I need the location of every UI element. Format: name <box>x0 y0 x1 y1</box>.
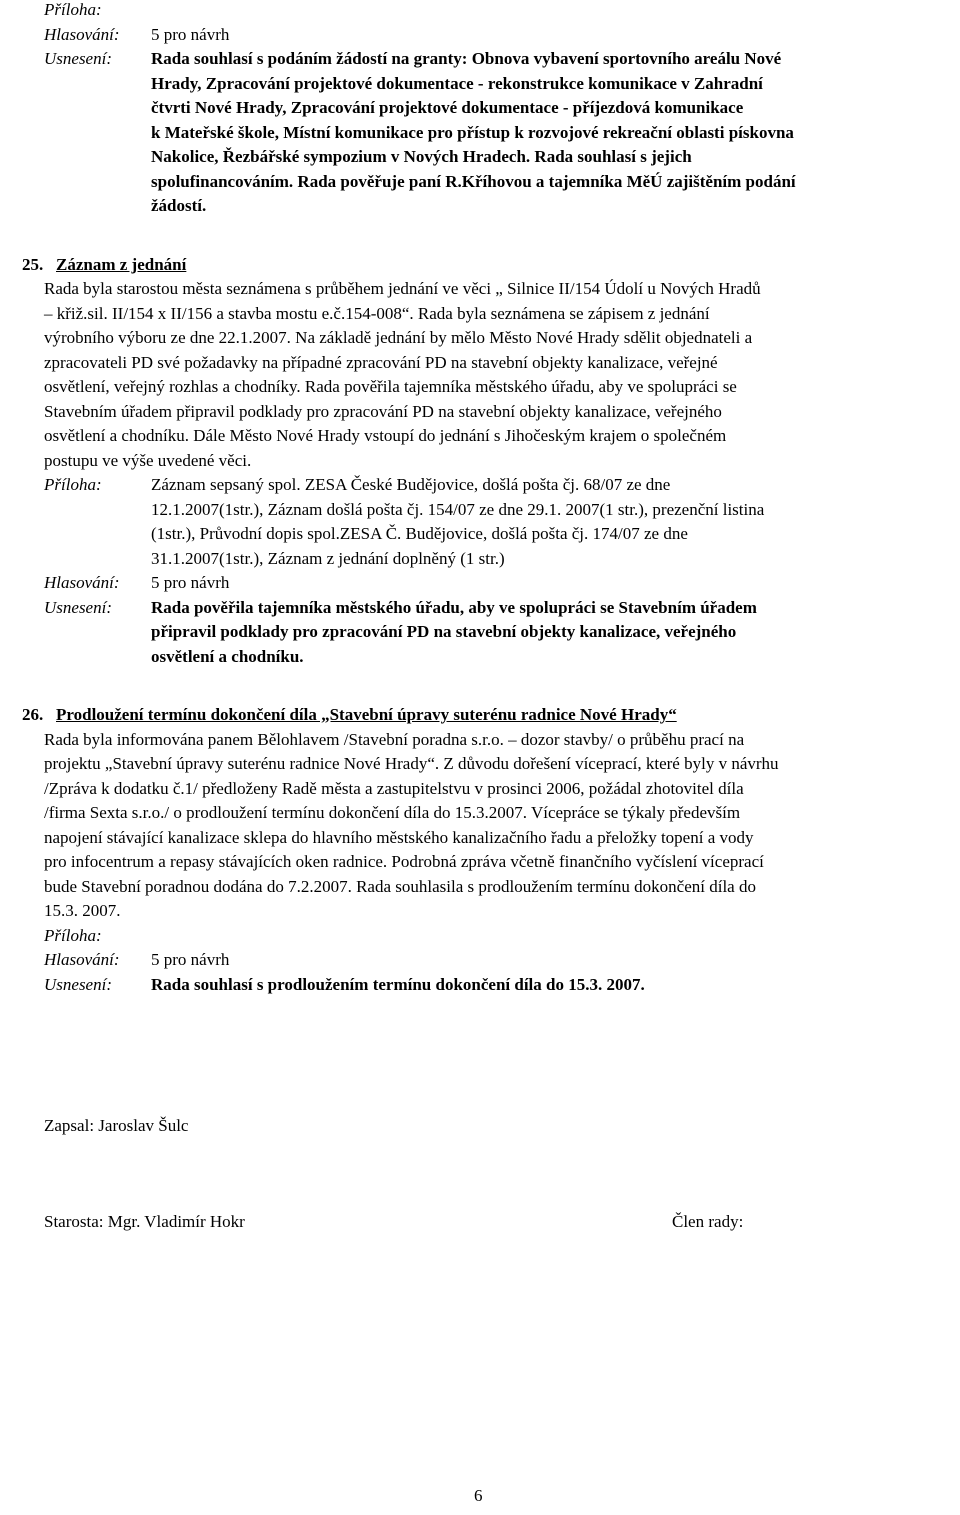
section-25-heading <box>22 253 959 278</box>
usneseni-text: Rada souhlasí s prodloužením termínu dokončení díla do 15.3. 2007. <box>151 974 645 994</box>
starosta-line: Starosta: Mgr. Vladimír Hokr <box>44 1212 245 1231</box>
section-title: Prodloužení termínu dokončení díla „Stavební úpravy suterénu radnice Nové Hrady“ <box>56 705 677 724</box>
usneseni-line: žádostí. <box>151 196 207 215</box>
body-line: osvětlení, veřejný rozhlas a chodníky. Rada pověřila tajemníka městského úřadu, aby ve spolupráci se <box>44 377 737 396</box>
top-usneseni-text <box>44 47 959 219</box>
document-page <box>22 0 959 997</box>
section-26-hlasovani <box>44 948 959 973</box>
section-26-usneseni <box>44 973 959 998</box>
usneseni-line: Hrady, Zpracování projektové dokumentace - rekonstrukce komunikace v Zahradní <box>151 73 763 93</box>
priloha-label: Příloha: <box>44 0 102 19</box>
body-line: výrobního výboru ze dne 22.1.2007. Na základě jednání by mělo Město Nové Hrady sdělit objednateli a <box>44 328 753 347</box>
priloha-line: Záznam sepsaný spol. ZESA České Budějovice, došlá pošta čj. 68/07 ze dne <box>151 475 671 494</box>
top-priloha-row <box>44 0 959 23</box>
section-number: 26. <box>22 705 44 724</box>
body-line: pro infocentrum a repasy stávajících oken radnice. Podrobná zpráva včetně finančního vyčíslení víceprací <box>44 852 764 871</box>
priloha-line: 12.1.2007(1str.), Záznam došlá pošta čj. 154/07 ze dne 29.1. 2007(1 str.), prezenční listina <box>151 499 765 519</box>
top-usneseni-block <box>44 47 959 219</box>
body-line: postupu ve výše uvedené věci. <box>44 450 252 470</box>
section-25-priloha <box>44 473 959 571</box>
body-line: Stavebním úřadem připravil podklady pro zpracování PD na stavební objekty kanalizace, veřejného <box>44 401 722 421</box>
body-line: Rada byla informována panem Bělohlavem /Stavební poradna s.r.o. – dozor stavby/ o průběhu prací na <box>44 729 745 749</box>
clen-rady-line: Člen rady: <box>672 1212 744 1231</box>
body-line: /Zpráva k dodatku č.1/ předloženy Radě města a zastupitelstvu v prosinci 2006, požádal zhotovitel díla <box>44 778 744 798</box>
zapsal-line: Zapsal: Jaroslav Šulc <box>44 1116 189 1135</box>
body-line: 15.3. 2007. <box>44 901 121 920</box>
body-line: napojení stávající kanalizace sklepa do hlavního městského kanalizačního řadu a přeložky topení a vody <box>44 827 754 847</box>
priloha-line: (1str.), Průvodní dopis spol.ZESA Č. Budějovice, došlá pošta čj. 174/07 ze dne <box>151 524 688 543</box>
usneseni-line: spolufinancováním. Rada pověřuje paní R.Kříhovou a tajemníka MěÚ zajištěním podání <box>151 171 796 191</box>
usneseni-line: připravil podklady pro zpracování PD na stavební objekty kanalizace, veřejného <box>151 622 737 641</box>
section-title: Záznam z jednání <box>56 254 187 274</box>
hlasovani-value: 5 pro návrh <box>151 24 230 44</box>
body-line: zpracovateli PD své požadavky na případné zpracování PD na stavební objekty kanalizace, veřejné <box>44 352 718 372</box>
section-26-priloha <box>44 924 959 949</box>
body-line: /firma Sexta s.r.o./ o prodloužení termínu dokončení díla do 15.3.2007. Vícepráce se týkaly především <box>44 803 741 822</box>
body-line: Rada byla starostou města seznámena s průběhem jednání ve věci „ Silnice II/154 Údolí u Nových Hradů <box>44 279 761 298</box>
body-line: projektu „Stavební úpravy suterénu radnice Nové Hrady“. Z důvodu dořešení víceprací, které byly v návrhu <box>44 754 779 773</box>
usneseni-line: k Mateřské škole, Místní komunikace pro přístup k rozvojové rekreační oblasti pískovna <box>151 122 794 142</box>
usneseni-line: čtvrti Nové Hrady, Zpracování projektové dokumentace - příjezdová komunikace <box>151 98 744 117</box>
usneseni-line: osvětlení a chodníku. <box>151 646 304 666</box>
hlasovani-label: Hlasování: <box>44 950 120 969</box>
page-number: 6 <box>474 1486 483 1505</box>
usneseni-text <box>44 596 959 670</box>
usneseni-line: Rada pověřila tajemníka městského úřadu, aby ve spolupráci se Stavebním úřadem <box>151 597 757 617</box>
section-25-hlasovani <box>44 571 959 596</box>
hlasovani-value: 5 pro návrh <box>151 950 230 969</box>
section-26-body <box>44 728 956 924</box>
usneseni-line: Rada souhlasí s podáním žádostí na granty: Obnova vybavení sportovního areálu Nové <box>151 49 782 68</box>
usneseni-line: Nakolice, Řezbářské sympozium v Nových Hradech. Rada souhlasí s jejich <box>151 147 692 166</box>
usneseni-label: Usnesení: <box>44 974 112 994</box>
section-25-body <box>44 277 956 473</box>
body-line: bude Stavební poradnou dodána do 7.2.2007. Rada souhlasila s prodloužením termínu dokončení díla do <box>44 876 756 896</box>
section-number: 25. <box>22 254 44 274</box>
hlasovani-label: Hlasování: <box>44 573 120 592</box>
section-26-heading <box>22 703 959 728</box>
usneseni-label: Usnesení: <box>44 49 112 68</box>
priloha-label: Příloha: <box>44 925 102 945</box>
priloha-text <box>44 473 959 571</box>
hlasovani-label: Hlasování: <box>44 24 120 44</box>
body-line: osvětlení a chodníku. Dále Město Nové Hrady vstoupí do jednání s Jihočeským krajem o společném <box>44 426 727 445</box>
top-hlasovani-row <box>44 23 959 48</box>
section-25-usneseni <box>44 596 959 670</box>
usneseni-label: Usnesení: <box>44 597 112 617</box>
hlasovani-value: 5 pro návrh <box>151 573 230 592</box>
body-line: – křiž.sil. II/154 x II/156 a stavba mostu e.č.154-008“. Rada byla seznámena se zápisem z jednání <box>44 303 710 323</box>
priloha-label: Příloha: <box>44 475 102 494</box>
priloha-line: 31.1.2007(1str.), Záznam z jednání doplněný (1 str.) <box>151 548 505 568</box>
